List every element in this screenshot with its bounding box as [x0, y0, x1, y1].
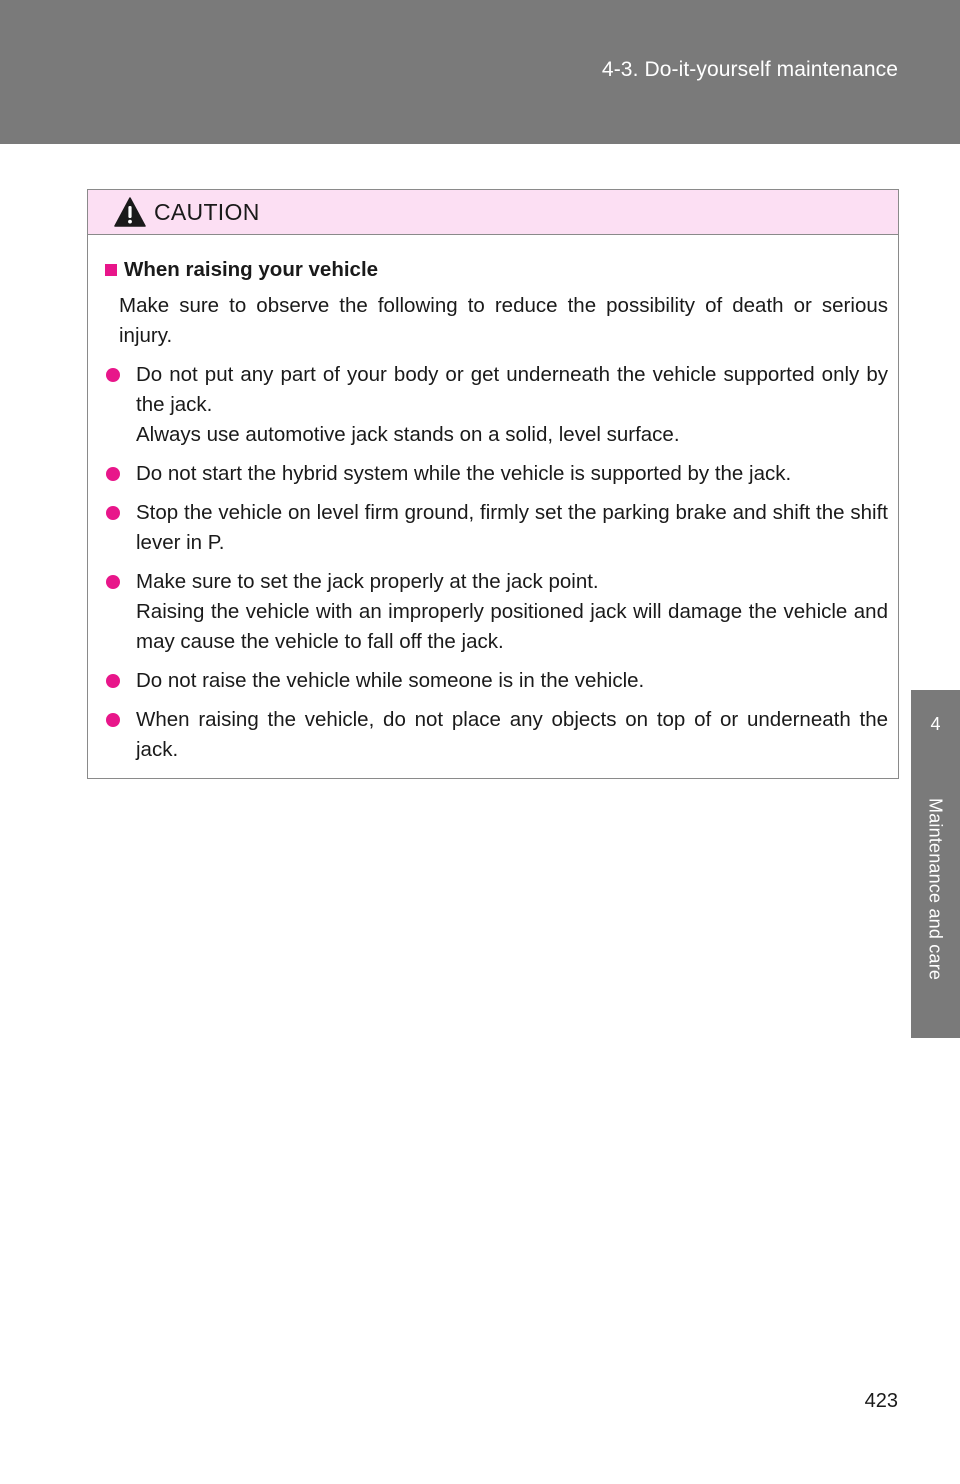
caution-bullet-text: Make sure to set the jack properly at the jack point. — [136, 570, 599, 593]
caution-box — [87, 189, 899, 779]
chapter-number: 4 — [930, 714, 941, 734]
section-title: 4-3. Do-it-yourself maintenance — [601, 58, 898, 81]
chapter-tab — [911, 690, 960, 1038]
circle-bullet-icon — [106, 467, 120, 481]
caution-header — [88, 190, 898, 235]
circle-bullet-icon — [106, 713, 120, 727]
caution-bullet-text: Do not start the hybrid system while the vehicle is supported by the jack. — [136, 462, 792, 485]
caution-bullet-text: When raising the vehicle, do not place any objects on top of or underneath the jack. — [136, 708, 888, 761]
header-band — [0, 0, 960, 144]
circle-bullet-icon — [106, 575, 120, 589]
caution-bullet-text: Always use automotive jack stands on a solid, level surface. — [136, 423, 680, 446]
caution-bullet-item — [136, 567, 888, 657]
chapter-title: Maintenance and care — [925, 798, 946, 981]
circle-bullet-icon — [106, 674, 120, 688]
caution-heading-row — [105, 255, 888, 285]
caution-bullet-item — [136, 498, 888, 558]
caution-bullet-item — [136, 360, 888, 450]
caution-label: CAUTION — [154, 199, 260, 225]
caution-bullet-list — [105, 360, 888, 765]
circle-bullet-icon — [106, 506, 120, 520]
caution-bullet-text: Stop the vehicle on level firm ground, firmly set the parking brake and shift the shift lever in P. — [136, 501, 888, 554]
caution-bullet-item — [136, 459, 888, 489]
caution-bullet-item — [136, 705, 888, 765]
caution-bullet-text: Do not put any part of your body or get underneath the vehicle supported only by the jack. — [136, 363, 888, 416]
caution-bullet-text: Raising the vehicle with an improperly positioned jack will damage the vehicle and may cause the vehicle to fall off the jack. — [136, 600, 888, 653]
caution-bullet-text: Do not raise the vehicle while someone is in the vehicle. — [136, 669, 645, 692]
caution-heading: When raising your vehicle — [124, 258, 379, 281]
circle-bullet-icon — [106, 368, 120, 382]
page-number: 423 — [864, 1390, 898, 1412]
square-bullet-icon — [105, 264, 117, 276]
warning-triangle-icon — [114, 197, 146, 227]
caution-intro: Make sure to observe the following to reduce the possibility of death or serious injury. — [119, 294, 888, 347]
caution-body — [88, 235, 898, 765]
caution-bullet-item — [136, 666, 888, 696]
